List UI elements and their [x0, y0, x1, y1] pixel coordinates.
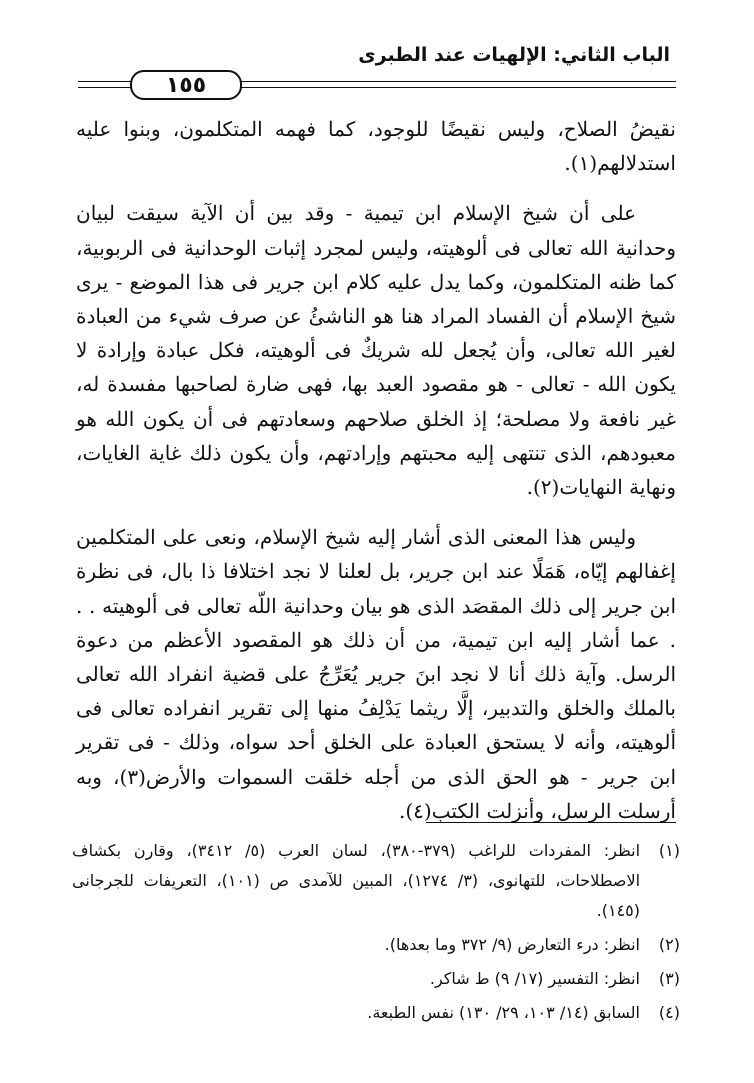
paragraph-1: نقيضُ الصلاح، وليس نقيضًا للوجود، كما فهمه المتكلمون، وبنوا عليه استدلالهم(١). [76, 117, 676, 176]
footnote-number: (٣) [658, 969, 680, 988]
header-rule [78, 72, 676, 98]
page-number: ١٥٥ [130, 70, 242, 100]
footnote-text: السابق (١٤/ ١٠٣، ٢٩/ ١٣٠) نفس الطبعة. [367, 1003, 640, 1022]
footnote-text: انظر: درء التعارض (٩/ ٣٧٢ وما بعدها). [384, 935, 640, 954]
footnote-separator [426, 822, 676, 823]
footnote-number: (١) [658, 841, 680, 860]
footnote-1 [72, 836, 680, 926]
footnote-2 [72, 930, 680, 960]
footnote-3 [72, 964, 680, 994]
paragraph-3: وليس هذا المعنى الذى أشار إليه شيخ الإسلام، ونعى على المتكلمين إغفالهم إيّاه، هَمَلًا عند ابن جرير، بل لعلنا لا نجد اختلافا ذا بال، فى نظرة ابن جرير إلى ذلك المقصَد الذى هو بيان وحدانية اللّه تعالى فى ألوهيته . . . عما أشار إليه ابن تيمية، من أن ذلك هو المقصود الأعظم من دعوة الرسل. وآية ذلك أنا لا نجد ابنَ جرير يُعَرِّجُ على قضية انفراد الله تعالى بالملك والخلق والتدبير، إلَّا ريثما يَدْلِفُ منها إلى تقرير انفراده تعالى فى ألوهيته، وأنه لا يستحق العبادة على الخلق أحد سواه، وذلك - فى تقرير ابن جرير - هو الحق الذى من أجله خلقت السموات والأرض(٣)، وبه أرسلت الرسل، وأنزلت الكتب(٤). [76, 525, 677, 823]
paragraph-2: على أن شيخ الإسلام ابن تيمية - وقد بين أن الآية سيقت لبيان وحدانية الله تعالى فى ألوهيته، وليس لمجرد إثبات الوحدانية فى الربوبية، كما ظنه المتكلمون، وكما يدل عليه كلام ابن جرير فى هذا الموضع - يرى شيخ الإسلام أن الفساد المراد هنا هو الناشئُ عن صرف شيء من العبادة لغير الله تعالى، وأن يُجعل لله شريكٌ فى ألوهيته، فكل عبادة وإرادة لا يكون الله - تعالى - هو مقصود العبد بها، فهى ضارة لصاحبها مفسدة له، غير نافعة ولا مصلحة؛ إذ الخلق صلاحهم وسعادتهم فى أن يكون الله هو معبودهم، الذى تنتهى إليه محبتهم وإرادتهم، وأن يكون ذلك غاية الغايات، ونهاية النهايات(٢). [76, 201, 676, 500]
footnote-text: انظر: المفردات للراغب (٣٧٩-٣٨٠)، لسان العرب (٥/ ٣٤١٢)، وقارن بكشاف الاصطلاحات، للتهانوى، (٣/ ١٢٧٤)، المبين للآمدى ص (١٠١)، التعريفات للجرجانى (١٤٥). [72, 841, 641, 920]
footnotes [72, 836, 680, 1032]
body-text [76, 112, 676, 828]
footnote-number: (٤) [658, 1003, 680, 1022]
footnote-4 [72, 998, 680, 1028]
running-header: الباب الثاني: الإلهيات عند الطبرى [358, 44, 670, 66]
footnote-text: انظر: التفسير (١٧/ ٩) ط شاكر. [429, 969, 640, 988]
footnote-number: (٢) [658, 935, 680, 954]
